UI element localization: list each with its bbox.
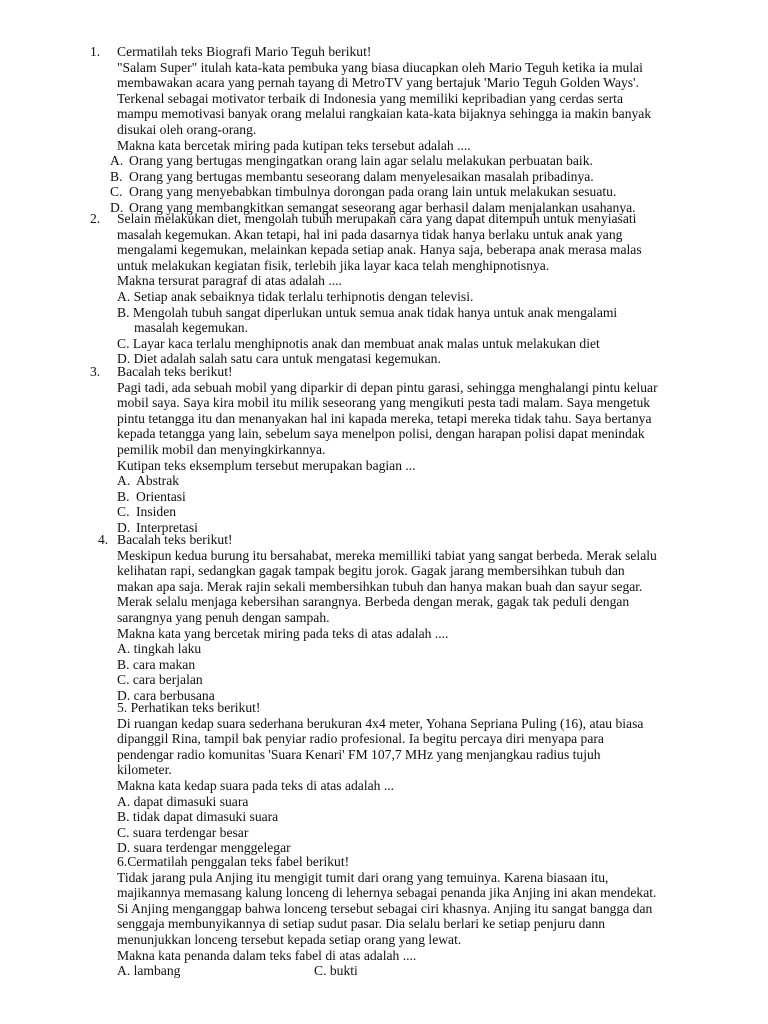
question-prompt: Makna kata yang bercetak miring pada teks di atas adalah .... bbox=[117, 625, 449, 641]
question-text-line: Tidak jarang pula Anjing itu mengigit tumit dari orang yang temuinya. Karena biasaan itu, bbox=[117, 869, 609, 885]
question-text-line: kilometer. bbox=[117, 762, 172, 778]
question-text-line: Di ruangan kedap suara sederhana berukuran 4x4 meter, Yohana Sepriana Puling (16), atau biasa bbox=[117, 715, 644, 731]
question-text-line: majikannya memasang kalung lonceng di lehernya sebagai penanda jika Anjing ini akan mendekat. bbox=[117, 885, 657, 901]
question-text-line: Terkenal sebagai motivator terbaik di Indonesia yang memiliki kepribadian yang cerdas serta bbox=[117, 90, 623, 106]
answer-option-c[interactable]: C. bukti bbox=[314, 963, 358, 979]
question-text-line: kelihatan rapi, sedangkan gagak tampak begitu jorok. Gagak jarang membersihkan tubuh dan bbox=[117, 563, 625, 579]
question-text-line: pendengar radio komunitas 'Suara Kenari' FM 107,7 MHz yang menjangkau radius tujuh bbox=[117, 746, 601, 762]
question-prompt: Makna tersurat paragraf di atas adalah .... bbox=[117, 273, 342, 289]
question-text-line: mampu memotivasi banyak orang melalui rangkaian kata-kata bijaknya sehingga ia makin banyak bbox=[117, 106, 652, 122]
answer-option-c[interactable]: C. Orang yang menyebabkan timbulnya dorongan pada orang lain untuk melakukan sesuatu. bbox=[110, 184, 617, 200]
answer-options-row bbox=[117, 963, 718, 979]
question-text-line: "Salam Super" itulah kata-kata pembuka yang biasa diucapkan oleh Mario Teguh ketika ia mulai bbox=[117, 59, 643, 75]
question-text-line: Si Anjing menganggap bahwa lonceng tersebut sebagai ciri khasnya. Anjing itu sangat bangga dan bbox=[117, 900, 653, 916]
question-text-line: Meskipun kedua burung itu bersahabat, mereka memilliki tabiat yang sangat berbeda. Merak selalu bbox=[117, 547, 657, 563]
answer-option-c[interactable]: C. Insiden bbox=[117, 504, 177, 520]
answer-option-d[interactable]: D. Interpretasi bbox=[117, 519, 198, 535]
answer-option-c[interactable]: C. suara terdengar besar bbox=[117, 824, 249, 840]
question-heading: 6.Cermatilah penggalan teks fabel berikut! bbox=[117, 854, 350, 869]
answer-option-a[interactable]: A. tingkah laku bbox=[117, 641, 202, 657]
question-prompt: Kutipan teks eksemplum tersebut merupakan bagian ... bbox=[117, 457, 416, 473]
question-prompt: Makna kata bercetak miring pada kutipan teks tersebut adalah .... bbox=[117, 137, 471, 153]
question-text-line: membawakan acara yang pernah tayang di MetroTV yang bertajuk 'Mario Teguh Golden Ways'. bbox=[117, 75, 639, 91]
answer-option-d[interactable]: D. Diet adalah salah satu cara untuk mengatasi kegemukan. bbox=[117, 351, 441, 367]
question-text-line: dipanggil Rina, tampil bak penyiar radio profesional. Ia begitu percaya diri menyapa para bbox=[117, 731, 604, 747]
question-text-line: mobil saya. Saya kira mobil itu milik seseorang yang mengikuti pesta tadi malam. Saya mengetuk bbox=[117, 395, 651, 411]
question-text-line: Pagi tadi, ada sebuah mobil yang diparkir di depan pintu garasi, sehingga menghalangi pintu keluar bbox=[117, 379, 658, 395]
question-text-line: masalah kegemukan. Akan tetapi, hal ini pada dasarnya tidak hanya berlaku untuk anak yang bbox=[117, 226, 623, 242]
question-text-line: Merak selalu menjaga kebersihan sarangnya. Berbeda dengan merak, gagak tak peduli dengan bbox=[117, 594, 630, 610]
answer-option-b[interactable]: B. cara makan bbox=[117, 656, 196, 672]
question-number: 2. bbox=[90, 211, 101, 226]
question-heading: 5. Perhatikan teks berikut! bbox=[117, 700, 261, 715]
answer-option-d[interactable]: D. suara terdengar menggelegar bbox=[117, 840, 291, 856]
question-text-line: sarangnya yang penuh dengan sampah. bbox=[117, 609, 330, 625]
question-number: 3. bbox=[90, 364, 101, 379]
question-text-line: untuk melakukan kegiatan fisik, terlebih jika layar kaca telah menghipnotisnya. bbox=[117, 257, 550, 273]
question-text-line: pintu tetangga itu dan menanyakan hal ini kapada mereka, tetapi mereka tidak tahu. Saya bertanya bbox=[117, 410, 652, 426]
question-text-line: pemilik mobil dan menyingkirkannya. bbox=[117, 441, 326, 457]
answer-option-b-continued: masalah kegemukan. bbox=[134, 320, 248, 336]
question-text-line: Bacalah teks berikut! bbox=[117, 532, 233, 547]
answer-option-b[interactable]: B. Orang yang bertugas membantu seseorang dalam menyelesaikan masalah pribadinya. bbox=[110, 168, 594, 184]
question-text-line: Selain melakukan diet, mengolah tubuh merupakan cara yang dapat ditempuh untuk menyiasati bbox=[117, 211, 637, 226]
answer-option-b[interactable]: B. tidak dapat dimasuki suara bbox=[117, 809, 279, 825]
question-number: 1. bbox=[90, 44, 101, 59]
answer-option-c[interactable]: C. cara berjalan bbox=[117, 672, 203, 688]
question-number: 4. bbox=[98, 532, 109, 547]
answer-option-a[interactable]: A. Orang yang bertugas mengingatkan orang lain agar selalu melakukan perbuatan baik. bbox=[110, 153, 593, 168]
question-text-line: mengalami kegemukan, melainkan kepada setiap anak. Hanya saja, beberapa anak merasa malas bbox=[117, 242, 642, 258]
question-text-line: Bacalah teks berikut! bbox=[117, 364, 233, 379]
answer-option-d[interactable]: D. Orang yang membangkitkan semangat seseorang agar berhasil dalam menjalankan usahanya. bbox=[110, 199, 636, 215]
question-text-line: makan apa saja. Merak rajin sekali membersihkan tubuh dan hanya makan buah dan sayur segar. bbox=[117, 578, 643, 594]
answer-option-c[interactable]: C. Layar kaca terlalu menghipnotis anak dan membuat anak malas untuk melakukan diet bbox=[117, 335, 600, 351]
question-text-line: senggaja membunyikannya di setiap sudut pasar. Dia selalu berlari ke setiap penjuru dann bbox=[117, 916, 606, 932]
answer-option-d[interactable]: D. cara berbusana bbox=[117, 687, 215, 703]
answer-option-a[interactable]: A. dapat dimasuki suara bbox=[117, 793, 249, 809]
question-prompt: Makna kata penanda dalam teks fabel di atas adalah .... bbox=[117, 947, 417, 963]
question-prompt: Makna kata kedap suara pada teks di atas adalah ... bbox=[117, 777, 395, 793]
question-text-line: Cermatilah teks Biografi Mario Teguh berikut! bbox=[117, 44, 372, 59]
answer-option-b[interactable]: B. Orientasi bbox=[117, 488, 186, 504]
question-text-line: kepada tetangga yang lain, sebelum saya menelpon polisi, dengan harapan polisi dapat menindak bbox=[117, 426, 645, 442]
answer-option-a[interactable]: A. lambang bbox=[117, 963, 181, 979]
answer-option-a[interactable]: A. Abstrak bbox=[117, 473, 180, 489]
answer-option-a[interactable]: A. Setiap anak sebaiknya tidak terlalu terhipnotis dengan televisi. bbox=[117, 288, 474, 304]
question-text-line: disukai oleh orang-orang. bbox=[117, 121, 257, 137]
question-text-line: menunjukkan lonceng tersebut kepada setiap orang yang lewat. bbox=[117, 931, 462, 947]
answer-option-b[interactable]: B. Mengolah tubuh sangat diperlukan untuk semua anak tidak hanya untuk anak mengalami bbox=[117, 304, 618, 320]
